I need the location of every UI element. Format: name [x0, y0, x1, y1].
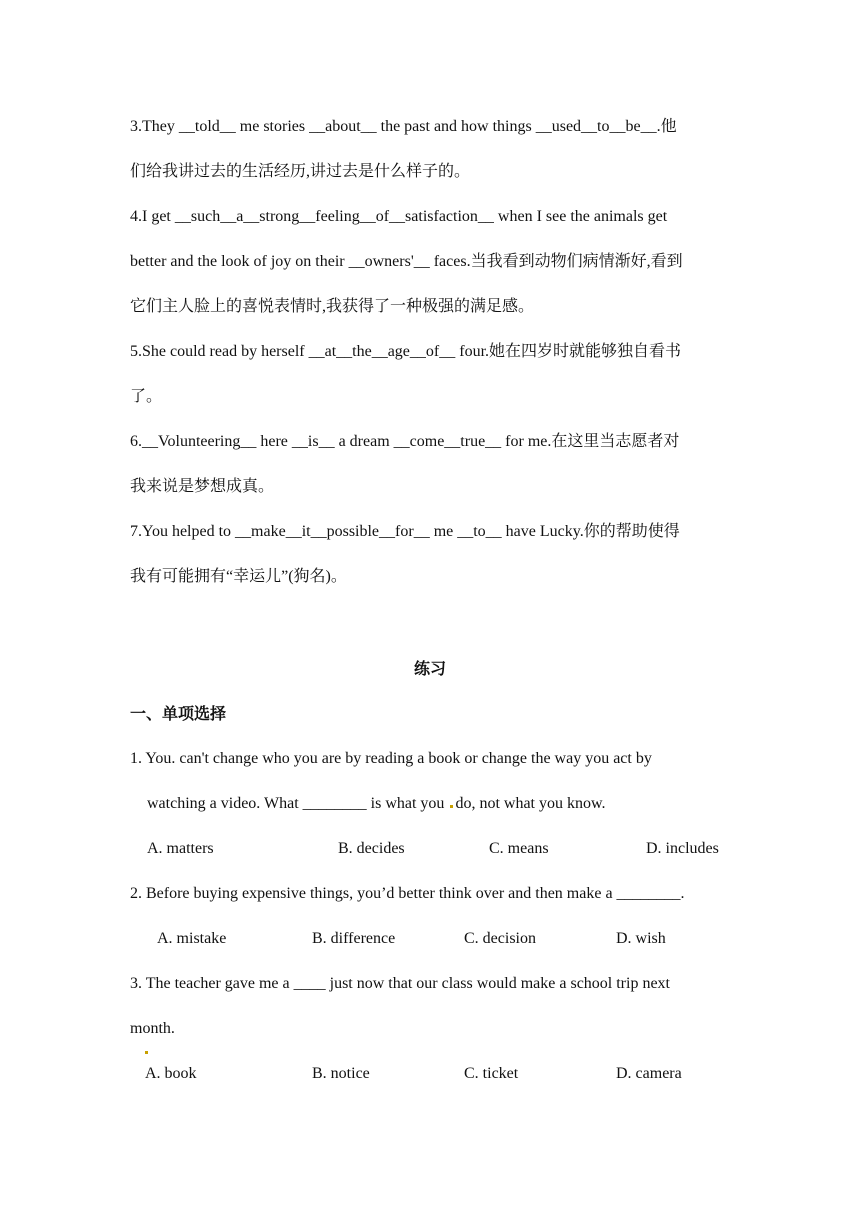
sentence-line: 3.They __told__ me stories __about__ the past and how things __used__to__be__.他	[130, 118, 677, 135]
answer-options	[130, 1051, 730, 1096]
sentence-line: 7.You helped to __make__it__possible__for__ me __to__ have Lucky.你的帮助使得	[130, 523, 680, 540]
question-3	[130, 961, 730, 1096]
sentence-line: 4.I get __such__a__strong__feeling__of__satisfaction__ when I see the animals get	[130, 208, 668, 225]
sentence-line: 了。	[130, 388, 163, 405]
document-page	[130, 104, 730, 1096]
option-b: B. decides	[338, 840, 405, 857]
question-text: 1. You. can't change who you are by reading a book or change the way you act by	[130, 750, 652, 767]
option-c: C. ticket	[464, 1065, 519, 1082]
sentence-line: 们给我讲过去的生活经历,讲过去是什么样子的。	[130, 163, 471, 180]
question-text: 2. Before buying expensive things, you’d better think over and then make a ________.	[130, 885, 685, 902]
question-text-continued	[130, 781, 730, 826]
option-a: A. matters	[147, 840, 214, 857]
sentence-5	[130, 329, 730, 419]
question-text-part: watching a video. What ________ is what you	[147, 795, 449, 812]
section-title: 一、单项选择	[130, 704, 227, 723]
answer-options	[130, 916, 730, 961]
question-text-part: do, not what you know.	[455, 795, 606, 812]
option-d: D. wish	[616, 930, 666, 947]
option-a-label: A. book	[145, 1065, 197, 1082]
question-text-continued: month.	[130, 1020, 175, 1037]
sentence-line: 我来说是梦想成真。	[130, 478, 275, 495]
sentence-line: 6.__Volunteering__ here __is__ a dream __come__true__ for me.在这里当志愿者对	[130, 433, 680, 450]
option-b: B. difference	[312, 930, 396, 947]
answer-options	[130, 826, 730, 871]
question-text: 3. The teacher gave me a ____ just now that our class would make a school trip next	[130, 975, 670, 992]
sentence-line: 5.She could read by herself __at__the__age__of__ four.她在四岁时就能够独自看书	[130, 343, 682, 360]
sentence-line: 我有可能拥有“幸运儿”(狗名)。	[130, 568, 347, 585]
option-a: A. mistake	[157, 930, 227, 947]
anchor-mark-icon	[450, 805, 453, 808]
option-b: B. notice	[312, 1065, 370, 1082]
exercise-title: 练习	[413, 659, 446, 678]
option-d: D. camera	[616, 1065, 682, 1082]
option-c: C. means	[489, 840, 549, 857]
question-1	[130, 736, 730, 871]
sentence-7	[130, 509, 730, 599]
option-d: D. includes	[646, 840, 719, 857]
sentence-line: 它们主人脸上的喜悦表情时,我获得了一种极强的满足感。	[130, 298, 535, 315]
question-2	[130, 871, 730, 961]
sentence-6	[130, 419, 730, 509]
sentence-4	[130, 194, 730, 329]
sentence-3	[130, 104, 730, 194]
option-c: C. decision	[464, 930, 536, 947]
sentence-line: better and the look of joy on their __owners'__ faces.当我看到动物们病情渐好,看到	[130, 253, 683, 270]
